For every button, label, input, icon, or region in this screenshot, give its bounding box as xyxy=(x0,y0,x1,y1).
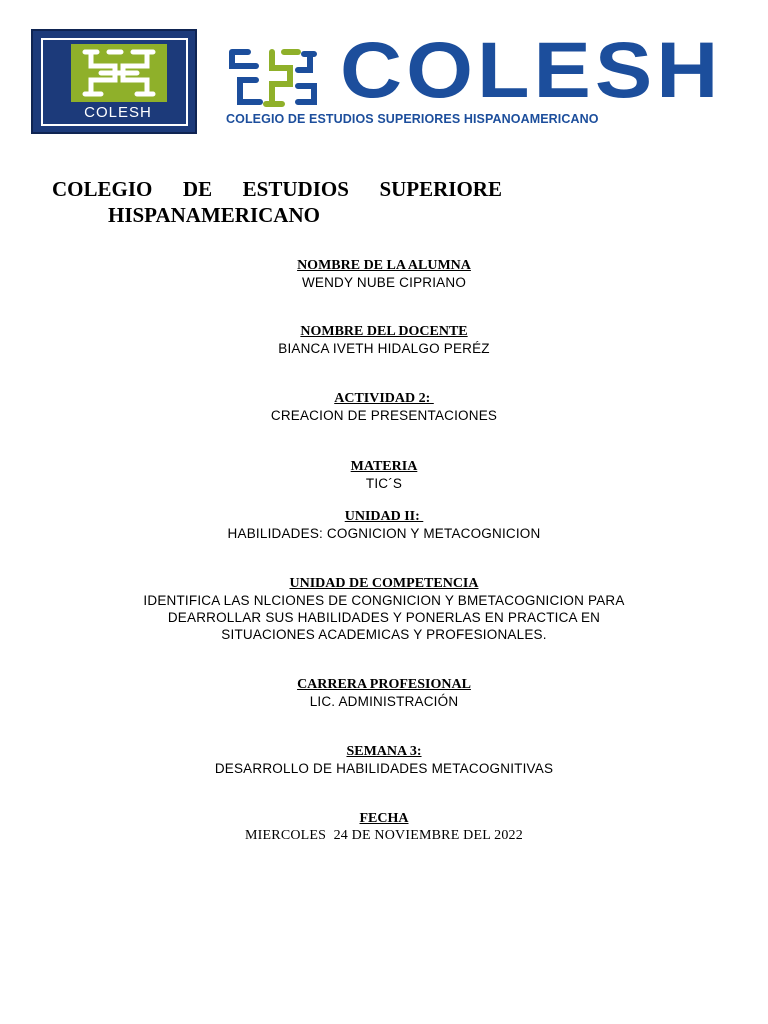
materia-section xyxy=(0,458,768,492)
title-line-2: HISPANAMERICANO xyxy=(108,203,320,227)
semana-value: DESARROLLO DE HABILIDADES METACOGNITIVAS xyxy=(214,761,554,776)
fecha-label: FECHA xyxy=(359,811,409,826)
badge-text: COLESH xyxy=(84,104,152,121)
unidad-section xyxy=(0,508,768,542)
actividad-value: CREACION DE PRESENTACIONES xyxy=(270,408,498,423)
competencia-line: IDENTIFICA LAS NLCIONES DE CONGNICION Y BMETACOGNICION PARA xyxy=(143,593,625,608)
alumna-section xyxy=(0,257,768,291)
alumna-value: WENDY NUBE CIPRIANO xyxy=(301,275,467,290)
competencia-line: DEARROLLAR SUS HABILIDADES Y PONERLAS EN PRACTICA EN xyxy=(167,610,601,625)
alumna-label: NOMBRE DE LA ALUMNA xyxy=(297,258,471,273)
actividad-label: ACTIVIDAD 2: xyxy=(334,391,434,406)
title-word: ESTUDIOS xyxy=(242,177,349,201)
carrera-section xyxy=(0,676,768,710)
unidad-value: HABILIDADES: COGNICION Y METACOGNICION xyxy=(227,526,541,541)
colesh-badge-logo xyxy=(31,29,197,134)
title-line-1 xyxy=(52,176,502,202)
unidad-label: UNIDAD II: xyxy=(344,509,424,524)
banner-emblem-icon xyxy=(226,44,320,112)
badge-frame xyxy=(41,38,188,126)
docente-section xyxy=(0,323,768,357)
fecha-value: MIERCOLES 24 DE NOVIEMBRE DEL 2022 xyxy=(245,828,523,843)
semana-label: SEMANA 3: xyxy=(346,744,422,759)
page-title xyxy=(52,176,502,228)
competencia-line: SITUACIONES ACADEMICAS Y PROFESIONALES. xyxy=(221,627,547,642)
badge-emblem xyxy=(71,44,167,102)
banner-title: COLESH xyxy=(340,26,723,115)
emblem-icon xyxy=(71,44,167,102)
carrera-value: LIC. ADMINISTRACIÓN xyxy=(309,694,459,709)
banner-subtitle: COLEGIO DE ESTUDIOS SUPERIORES HISPANOAMERICANO xyxy=(226,112,599,126)
competencia-label: UNIDAD DE COMPETENCIA xyxy=(289,576,479,591)
carrera-label: CARRERA PROFESIONAL xyxy=(297,677,471,692)
docente-label: NOMBRE DEL DOCENTE xyxy=(300,324,468,339)
title-word: DE xyxy=(182,177,213,201)
materia-value: TIC´S xyxy=(365,476,403,491)
semana-section xyxy=(0,743,768,777)
materia-label: MATERIA xyxy=(350,459,418,474)
actividad-section xyxy=(0,390,768,424)
fecha-section xyxy=(0,810,768,844)
title-word: COLEGIO xyxy=(52,177,153,201)
title-word: SUPERIORE xyxy=(379,177,502,201)
competencia-section xyxy=(0,575,768,643)
docente-value: BIANCA IVETH HIDALGO PERÉZ xyxy=(278,341,490,356)
